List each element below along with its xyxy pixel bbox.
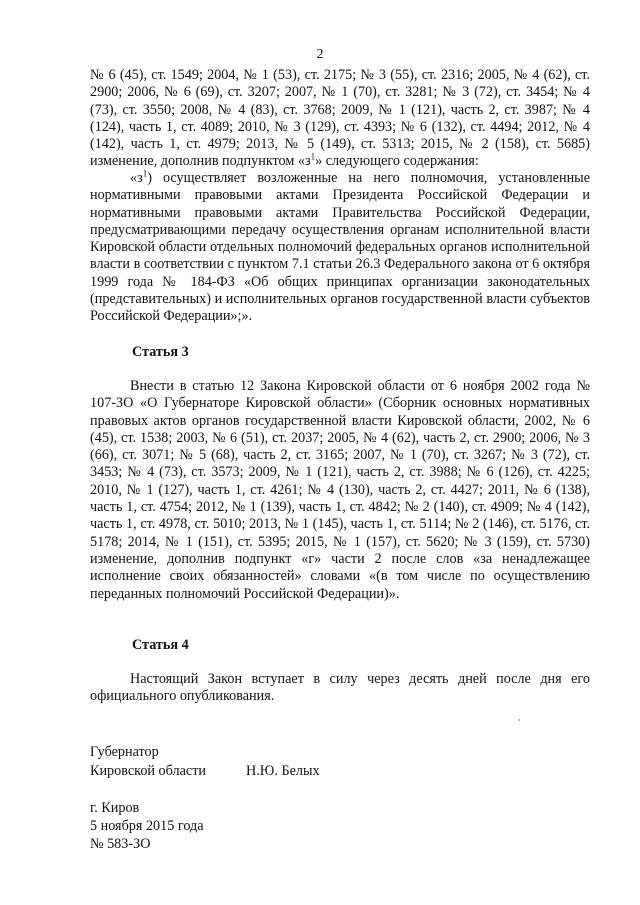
signing-date: 5 ноября 2015 года	[90, 818, 204, 834]
quote-prefix: «з	[130, 170, 143, 186]
continuation-paragraph	[90, 67, 590, 171]
continuation-tail: » следующего содержания:	[315, 153, 479, 170]
quote-text: ) осуществляет возложенные на него полномочия, установленные нормативными правовыми актами Президента Российской Федерации и нормативными правовыми актами Правительства Российской Федерации, предусматривающими передачу осуществления органам исполнительной власти Кировской области отдельных полномочий федеральных органов исполнительной власти в соответствии с пунктом 7.1 статьи 26.3 Федерального закона от 6 октября 1999 года № 184-ФЗ «Об общих принципах организации законодательных (представительных) и исполнительных органов государственной власти субъектов Российской Федерации»;».	[90, 170, 590, 325]
signatory-position-line2: Кировской области	[90, 763, 206, 779]
continuation-superscript: 1	[310, 151, 316, 162]
article-3-text: Внести в статью 12 Закона Кировской области от 6 ноября 2002 года № 107-ЗО «О Губернаторе Кировской области» (Сборник основных нормативных правовых актов органов государственной власти Кировской области, 2002, № 6 (45), ст. 1538; 2003, № 6 (51), ст. 2037; 2005, № 4 (62), часть 2, ст. 2900; 2006, № 3 (66), ст. 3071; № 5 (68), часть 2, ст. 3165; 2007, № 1 (70), ст. 3267; № 3 (72), ст. 3453; № 4 (73), ст. 3573; 2009, № 1 (121), часть 2, ст. 3988; № 6 (126), ст. 4225; 2010, № 1 (127), часть 1, ст. 4261; № 4 (130), часть 2, ст. 4427; 2011, № 6 (138), часть 1, ст. 4754; 2012, № 1 (139), часть 1, ст. 4842; № 2 (140), ст. 4909; № 4 (142), часть 1, ст. 4978, ст. 5010; 2013, № 1 (145), часть 1, ст. 5114; № 2 (146), ст. 5176, ст. 5178; 2014, № 1 (151), ст. 5395; 2015, № 1 (157), ст. 5620; № 3 (159), ст. 5730) изменение, дополнив подпункт «г» части 2 после слов «за ненадлежащее исполнение своих обязанностей» словами «(в том числе по осуществлению переданных полномочий Российской Федерации)».	[90, 378, 590, 602]
quoted-subparagraph	[90, 170, 590, 326]
quote-superscript: 1	[142, 168, 148, 179]
article-4-heading: Статья 4	[132, 637, 189, 653]
signatory-position-line1: Губернатор	[90, 744, 159, 760]
article-4-text: Настоящий Закон вступает в силу через десять дней после дня его официального опубликования.	[90, 671, 590, 705]
continuation-text: № 6 (45), ст. 1549; 2004, № 1 (53), ст. 2175; № 3 (55), ст. 2316; 2005, № 4 (62), ст. 2900; 2006, № 6 (69), ст. 3207; 2007, № 1 (70), ст. 3281; № 3 (72), ст. 3454; № 4 (73), ст. 3550; 2008, № 4 (83), ст. 3768; 2009, № 1 (121), часть 2, ст. 3987; № 4 (124), часть 1, ст. 4089; 2010, № 3 (129), ст. 4393; № 6 (132), ст. 4494; 2012, № 4 (142), часть 1, ст. 4979; 2013, № 5 (149), ст. 5313; 2015, № 2 (158), ст. 5685) изменение, дополнив подпунктом «з	[90, 67, 590, 170]
law-number: № 583-ЗО	[90, 836, 151, 852]
page-number: 2	[316, 47, 324, 62]
signatory-name: Н.Ю. Белых	[246, 763, 320, 779]
article-3-heading: Статья 3	[132, 344, 189, 360]
scan-speck	[518, 719, 520, 721]
place-of-signing: г. Киров	[90, 800, 140, 816]
